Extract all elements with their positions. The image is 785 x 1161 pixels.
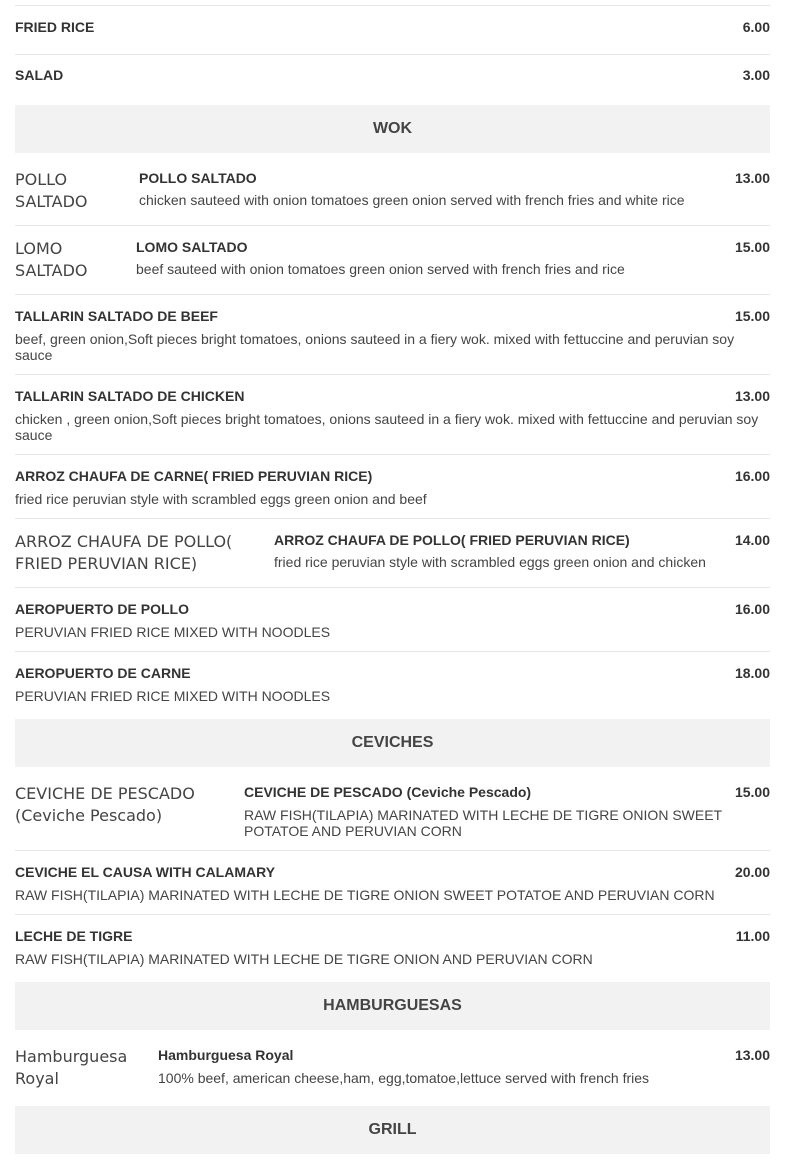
menu-item-salad[interactable]: [15, 54, 770, 102]
menu-item-ceviche-pescado[interactable]: [15, 767, 770, 851]
item-name: Hamburguesa Royal: [158, 1047, 294, 1063]
item-description: fried rice peruvian style with scrambled eggs green onion and chicken: [274, 554, 706, 570]
item-name: TALLARIN SALTADO DE CHICKEN: [15, 388, 245, 404]
item-description: chicken sauteed with onion tomatoes green onion served with french fries and white rice: [139, 192, 685, 208]
item-name: FRIED RICE: [15, 19, 95, 35]
item-description: RAW FISH(TILAPIA) MARINATED WITH LECHE DE TIGRE ONION SWEET POTATOE AND PERUVIAN CORN: [244, 807, 722, 839]
item-price: 13.00: [734, 388, 770, 404]
category-header-grill: GRILL: [15, 1106, 770, 1154]
item-name: SALAD: [15, 67, 64, 83]
item-name: TALLARIN SALTADO DE BEEF: [15, 308, 218, 324]
item-price: 13.00: [734, 170, 770, 186]
item-price: 20.00: [734, 864, 770, 880]
item-price: 18.00: [734, 665, 770, 681]
menu-item-fried-rice[interactable]: [15, 5, 770, 55]
item-price: 3.00: [742, 67, 770, 83]
item-description: 100% beef, american cheese,ham, egg,tomatoe,lettuce served with french fries: [158, 1070, 650, 1086]
item-description: PERUVIAN FRIED RICE MIXED WITH NOODLES: [15, 688, 331, 704]
menu-item-chaufa-pollo[interactable]: [15, 519, 770, 588]
item-price: 15.00: [734, 239, 770, 255]
menu-item-pollo-saltado[interactable]: [15, 153, 770, 226]
item-price: 11.00: [735, 928, 770, 944]
menu-item-hamburguesa-royal[interactable]: [15, 1030, 770, 1102]
item-name: ARROZ CHAUFA DE CARNE( FRIED PERUVIAN RICE): [15, 468, 373, 484]
item-price: 16.00: [734, 468, 770, 484]
menu-item-aeropuerto-carne[interactable]: [15, 652, 770, 715]
item-image: POLLO SALTADO: [15, 170, 88, 211]
item-name: AEROPUERTO DE POLLO: [15, 601, 189, 617]
menu-item-lomo-saltado[interactable]: [15, 226, 770, 295]
item-name: POLLO SALTADO: [139, 170, 257, 186]
item-price: 15.00: [734, 784, 770, 800]
menu-item-aeropuerto-pollo[interactable]: [15, 588, 770, 652]
item-price: 14.00: [734, 532, 770, 548]
item-description: RAW FISH(TILAPIA) MARINATED WITH LECHE DE TIGRE ONION SWEET POTATOE AND PERUVIAN CORN: [15, 887, 715, 903]
item-name: CEVICHE DE PESCADO (Ceviche Pescado): [244, 784, 532, 800]
item-price: 13.00: [734, 1047, 770, 1063]
item-description: beef, green onion,Soft pieces bright tomatoes, onions sauteed in a fiery wok. mixed with fettuccine and peruvian soy sauce: [15, 331, 735, 363]
item-price: 6.00: [742, 19, 770, 35]
item-image: CEVICHE DE PESCADO (Ceviche Pescado): [15, 784, 195, 825]
item-name: LECHE DE TIGRE: [15, 928, 133, 944]
menu-item-ceviche-causa[interactable]: [15, 851, 770, 915]
menu-item-leche-de-tigre[interactable]: [15, 915, 770, 978]
item-description: PERUVIAN FRIED RICE MIXED WITH NOODLES: [15, 624, 331, 640]
item-description: beef sauteed with onion tomatoes green onion served with french fries and rice: [136, 261, 625, 277]
menu-item-tallarin-chicken[interactable]: [15, 375, 770, 455]
item-name: CEVICHE EL CAUSA WITH CALAMARY: [15, 864, 276, 880]
item-description: RAW FISH(TILAPIA) MARINATED WITH LECHE DE TIGRE ONION AND PERUVIAN CORN: [15, 951, 593, 967]
item-price: 16.00: [734, 601, 770, 617]
menu-item-tallarin-beef[interactable]: [15, 295, 770, 375]
item-description: fried rice peruvian style with scrambled eggs green onion and beef: [15, 491, 427, 507]
category-header-hamburguesas: HAMBURGUESAS: [15, 982, 770, 1030]
item-price: 15.00: [734, 308, 770, 324]
item-description: chicken , green onion,Soft pieces bright tomatoes, onions sauteed in a fiery wok. mixed with fettuccine and peruvian soy sauce: [15, 411, 759, 443]
item-image: ARROZ CHAUFA DE POLLO( FRIED PERUVIAN RICE): [15, 532, 233, 573]
item-image: LOMO SALTADO: [15, 239, 88, 280]
item-name: AEROPUERTO DE CARNE: [15, 665, 191, 681]
menu-item-chaufa-carne[interactable]: [15, 455, 770, 519]
category-header-wok: WOK: [15, 105, 770, 153]
item-image: Hamburguesa Royal: [15, 1047, 128, 1088]
category-header-ceviches: CEVICHES: [15, 719, 770, 767]
item-name: LOMO SALTADO: [136, 239, 248, 255]
item-name: ARROZ CHAUFA DE POLLO( FRIED PERUVIAN RICE): [274, 532, 630, 548]
